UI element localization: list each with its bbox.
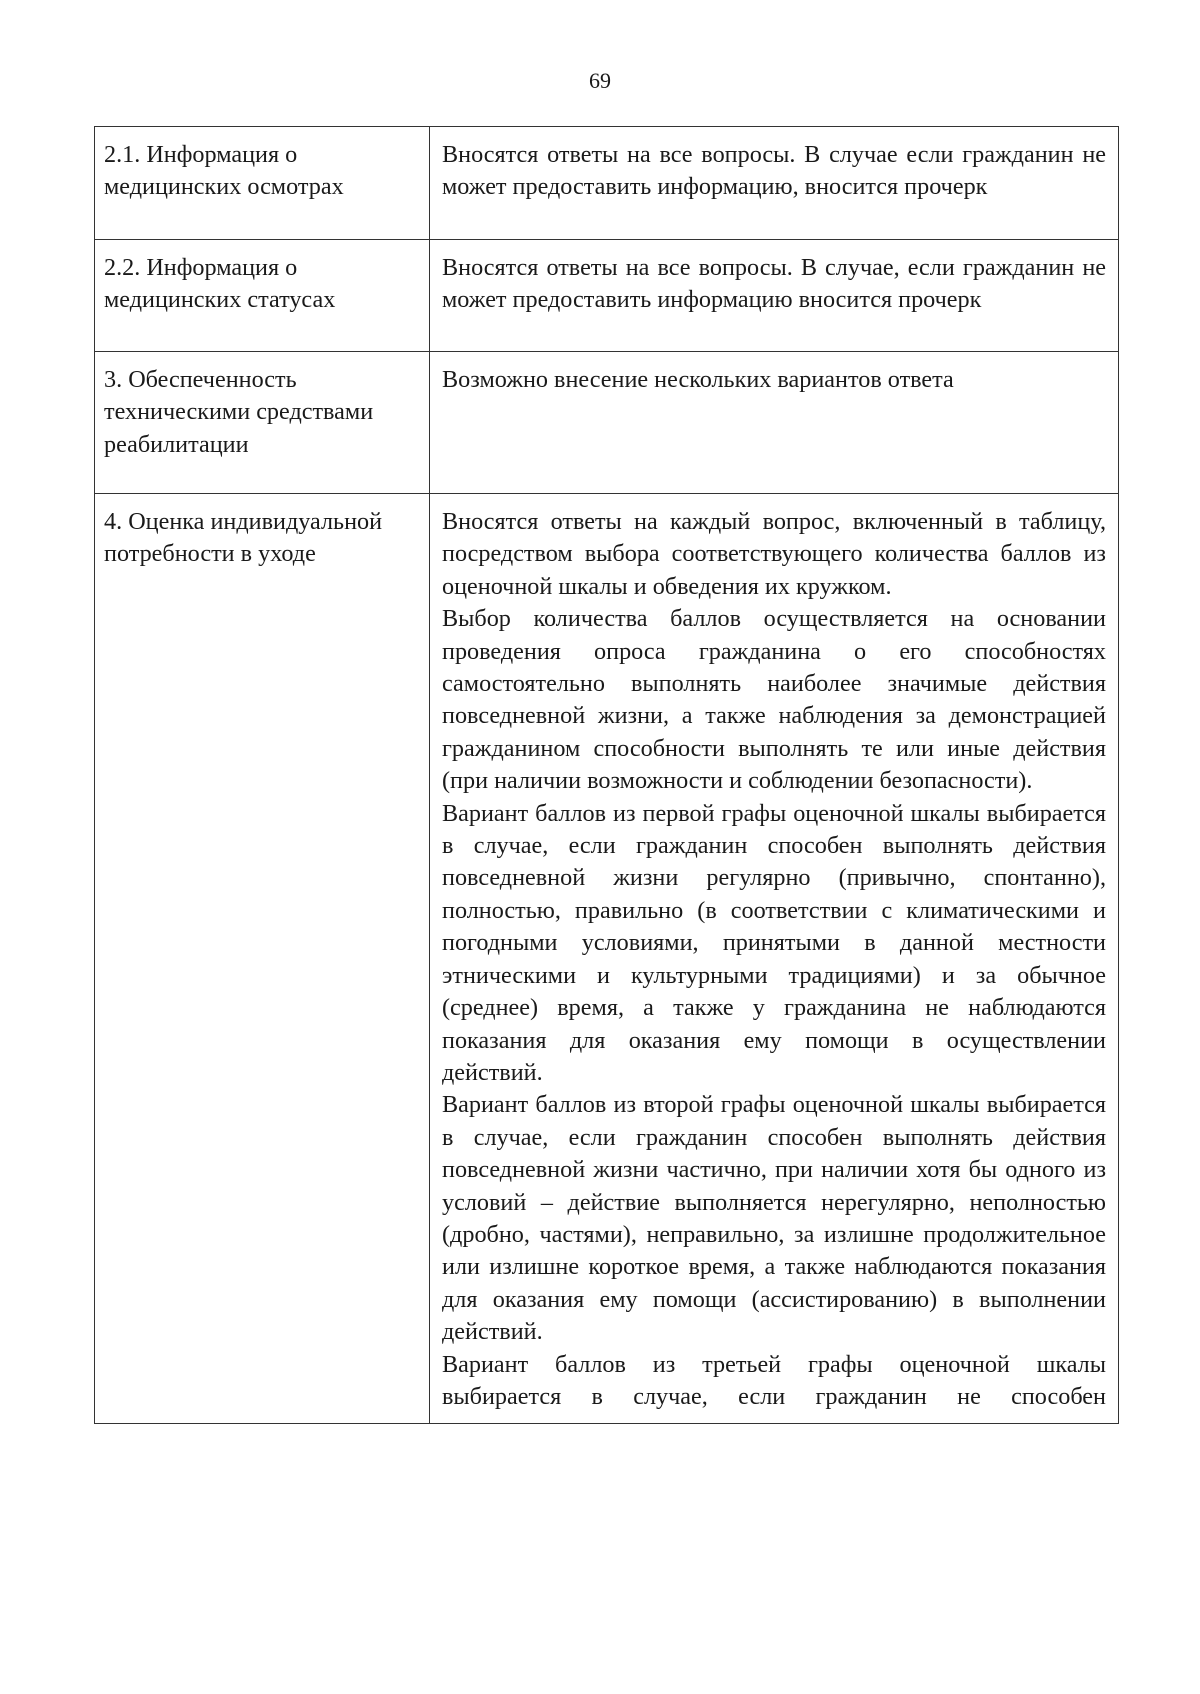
row-text: Вносятся ответы на все вопросы. В случае, если гражданин не может предоставить информацию вносится прочерк <box>430 240 1119 352</box>
table-row <box>95 240 1119 352</box>
paragraph: Вариант баллов из третьей графы оценочной шкалы выбирается в случае, если гражданин не способен <box>442 1350 1106 1410</box>
row-label: 4. Оценка индивидуальной потребности в уходе <box>95 494 430 1424</box>
page-number: 69 <box>589 68 611 93</box>
table-row <box>95 127 1119 240</box>
table-row <box>95 494 1119 1424</box>
table-row <box>95 352 1119 494</box>
paragraph: Вариант баллов из первой графы оценочной шкалы выбирается в случае, если гражданин способен выполнять действия повседневной жизни регулярно (привычно, спонтанно), полностью, правильно (в соответствии с климатическими и погодными условиями, принятыми в данной местности этническими и культурными традициями) и за обычное (среднее) время, а также у гражданина не наблюдаются показания для оказания ему помощи в осуществлении действий. <box>442 799 1106 1086</box>
instructions-table <box>94 126 1119 1424</box>
paragraph: Вариант баллов из второй графы оценочной шкалы выбирается в случае, если гражданин способен выполнять действия повседневной жизни частично, при наличии хотя бы одного из условий – действие выполняется нерегулярно, неполностью (дробно, частями), неправильно, за излишне продолжительное или излишне короткое время, а также наблюдаются показания для оказания ему помощи (ассистированию) в выполнении действий. <box>442 1091 1106 1346</box>
row-label: 2.2. Информация о медицинских статусах <box>95 240 430 352</box>
row-label: 3. Обеспеченность техническими средствами реабилитации <box>95 352 430 494</box>
row-text: Вносятся ответы на все вопросы. В случае если гражданин не может предоставить информацию, вносится прочерк <box>430 127 1119 240</box>
paragraph: Выбор количества баллов осуществляется на основании проведения опроса гражданина о его способностях самостоятельно выполнять наиболее значимые действия повседневной жизни, а также наблюдения за демонстрацией гражданином способности выполнять те или иные действия (при наличии возможности и соблюдении безопасности). <box>442 605 1106 795</box>
paragraph: Вносятся ответы на каждый вопрос, включенный в таблицу, посредством выбора соответствующего количества баллов из оценочной шкалы и обведения их кружком. <box>442 508 1106 600</box>
row-text <box>430 494 1119 1424</box>
row-label: 2.1. Информация о медицинских осмотрах <box>95 127 430 240</box>
row-text: Возможно внесение нескольких вариантов ответа <box>430 352 1119 494</box>
